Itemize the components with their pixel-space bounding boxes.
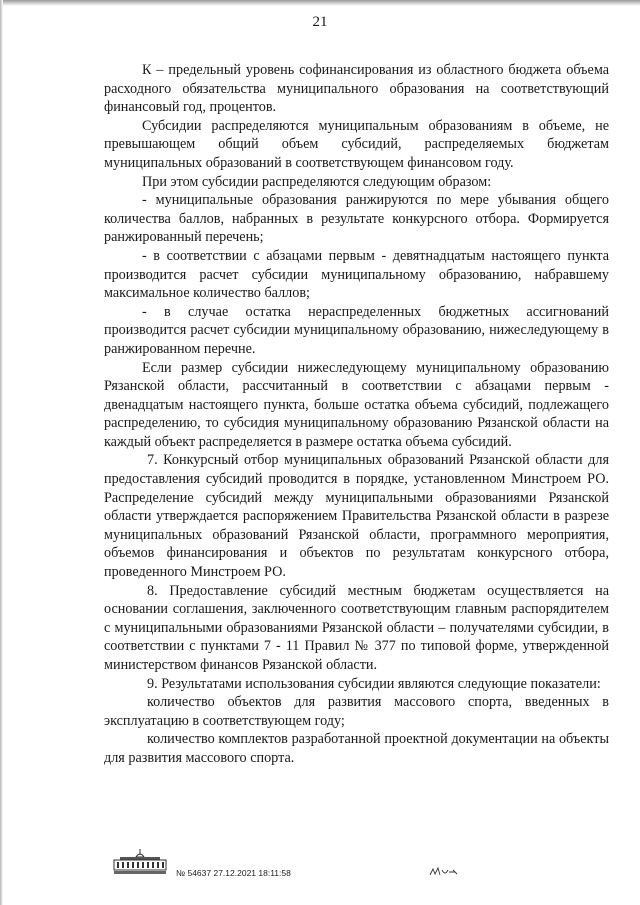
scan-edge-left (0, 0, 3, 905)
paragraph-section-9: 9. Результатами использования субсидии являются следующие показатели: (147, 675, 601, 692)
handwritten-signature-icon (428, 862, 460, 880)
scan-edge-top (0, 0, 640, 6)
page-number: 21 (312, 14, 328, 30)
document-registration-stamp: № 54637 27.12.2021 18:11:58 (176, 868, 291, 878)
paragraph-distribution: Субсидии распределяются муниципальным образованиям в объеме, не превышающем общий объем субсидий, распределяемых бюджетам муниципальных образований в соответствующем финансовом году. (104, 117, 609, 171)
paragraph-if-size: Если размер субсидии нижеследующему муниципальному образованию Рязанской области, рассчитанный в соответствии с абзацами первым - двенадцатым настоящего пункта, больше остатка объема субсидий, подлежащего распределению, то субсидия муниципальному образованию Рязанской области на каждый объект распределяется в размере остатка объема субсидий. (104, 359, 609, 450)
indicator-objects-commissioned: количество объектов для развития массового спорта, введенных в эксплуатацию в соответствующем году; (104, 694, 609, 729)
paragraph-section-8: 8. Предоставление субсидий местным бюджетам осуществляется на основании соглашения, заключенного соответствующим главным распорядителем с муниципальными образованиями Рязанской области – получателями субсидии, в соответствии с пунктами 7 - 11 Правил № 377 по типовой форме, утвержденной министерством финансов Рязанской области. (104, 582, 609, 673)
list-item-remainder: - в случае остатка нераспределенных бюджетных ассигнований производится расчет субсидии муниципальному образованию, нижеследующему в ранжированном перечне. (104, 303, 609, 357)
paragraph-k-definition: К – предельный уровень софинансирования из областного бюджета объема расходного обязательства муниципального образования на соответствующий финансовый год, процентов. (104, 62, 609, 116)
page-footer (0, 848, 640, 888)
indicator-design-documentation: количество комплектов разработанной проектной документации на объекты для развития массового спорта. (104, 731, 609, 766)
document-body (104, 61, 609, 768)
list-item-ranking: - муниципальные образования ранжируются по мере убывания общего количества баллов, набранных в результате конкурсного отбора. Формируется ранжированный перечень; (104, 192, 609, 246)
paragraph-section-7: 7. Конкурсный отбор муниципальных образований Рязанской области для предоставления субсидий проводится в порядке, установленном Минстроем РО. Распределение субсидий между муниципальными образованиями Рязанской области утверждается распоряжением Правительства Рязанской области в разрезе муниципальных образований Рязанской области, программного мероприятия, объемов финансирования и объектов по результатам конкурсного отбора, проведенного Минстроем РО. (104, 452, 609, 581)
list-item-calculation: - в соответствии с абзацами первым - девятнадцатым настоящего пункта производится расчет субсидии муниципальному образованию, набравшему максимальное количество баллов; (104, 247, 609, 302)
paragraph-intro: При этом субсидии распределяются следующим образом: (142, 173, 492, 190)
government-building-emblem-icon (112, 848, 168, 876)
